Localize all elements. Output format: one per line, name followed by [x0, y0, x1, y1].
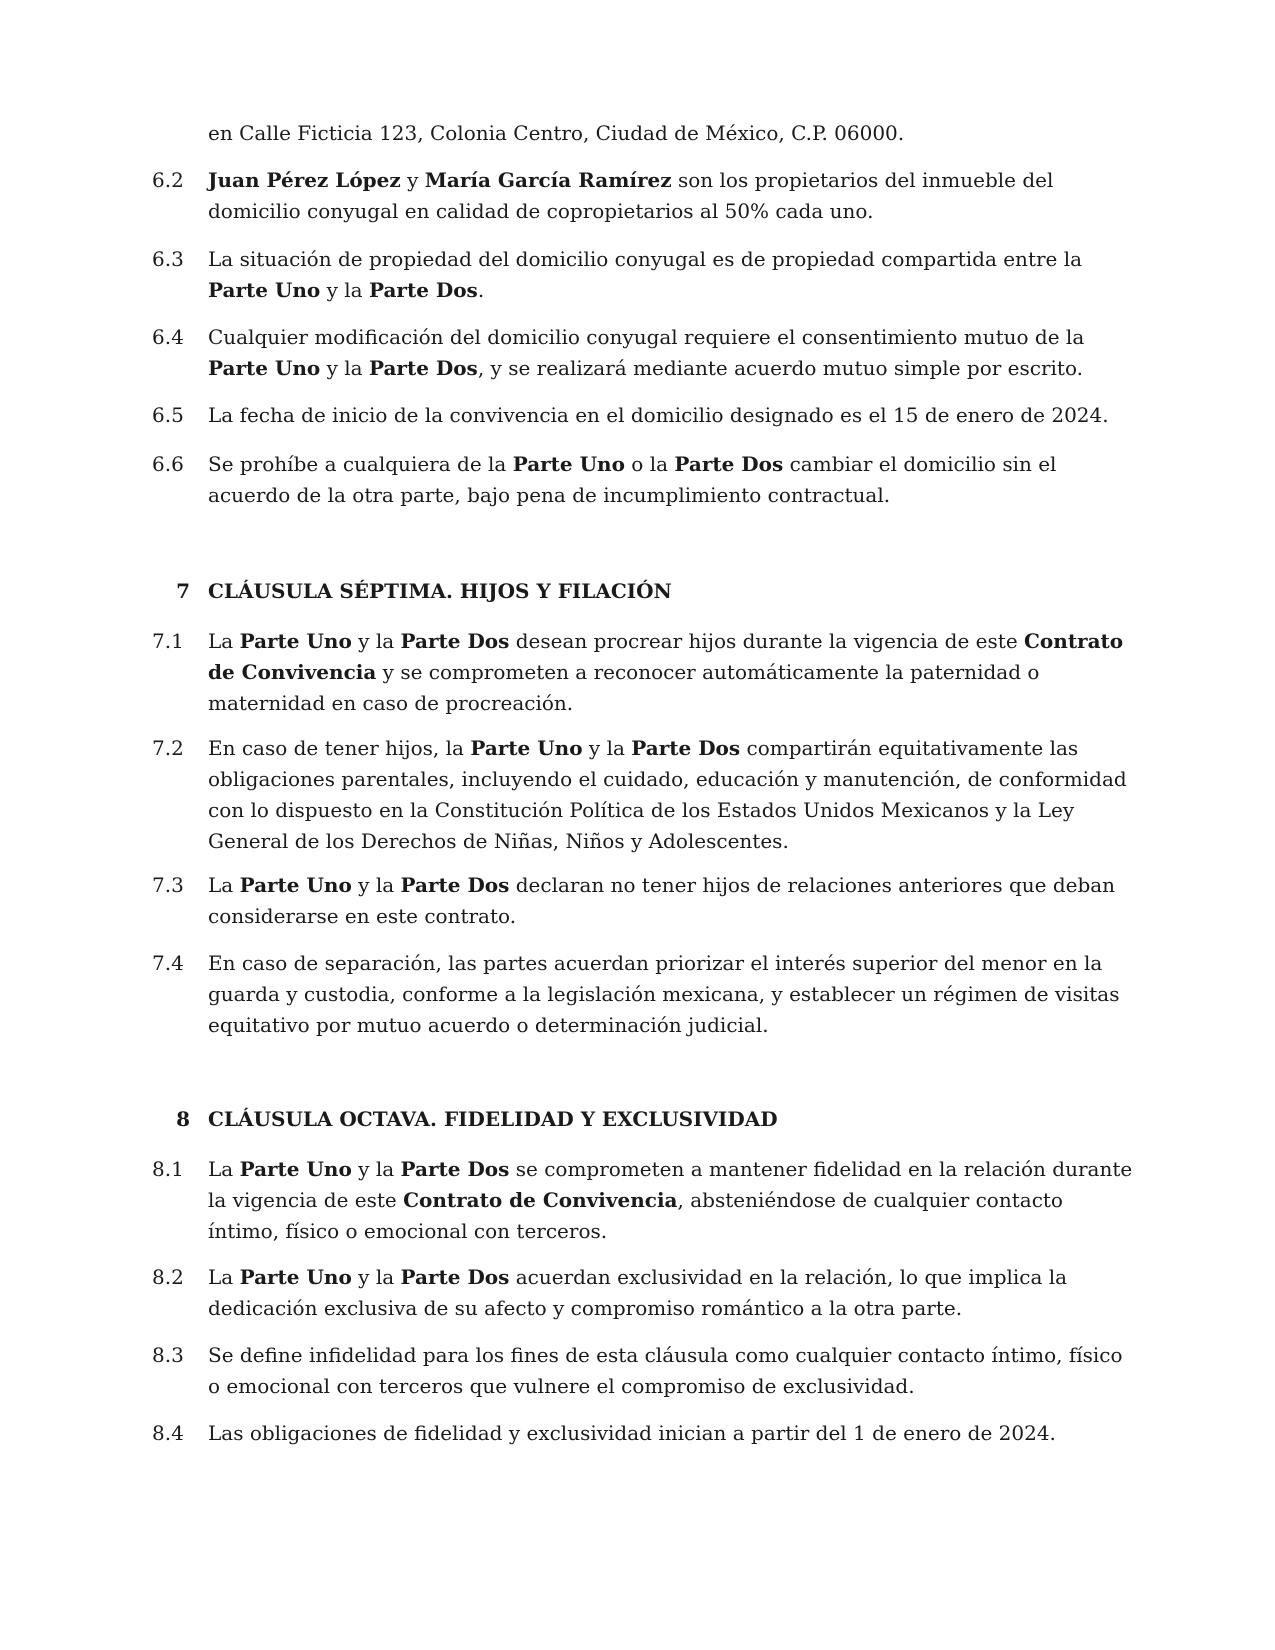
clause-number: 7.4: [152, 951, 184, 975]
bold-term: Juan Pérez López: [208, 168, 401, 192]
text-run: En caso de tener hijos, la: [208, 736, 471, 760]
text-run: y la: [351, 1265, 401, 1289]
clause-text: [208, 1262, 1133, 1324]
clause-number: 6.3: [152, 247, 184, 271]
text-run: La: [208, 873, 240, 897]
clause-number: 7.2: [152, 736, 184, 760]
text-run: y la: [320, 356, 369, 380]
bold-term: Contrato de Convivencia: [208, 629, 1124, 684]
clause-number: 8.2: [152, 1265, 184, 1289]
bold-term: Parte Uno: [512, 452, 625, 476]
section-title: CLÁUSULA SÉPTIMA. HIJOS Y FILACIÓN: [208, 579, 672, 603]
text-run: La situación de propiedad del domicilio conyugal es de propiedad compartida entre la: [208, 247, 1083, 271]
text-run: compartirán equitativamente las obligaciones parentales, incluyendo el cuidado, educación y manutención, de conformidad con lo dispuesto en la Constitución Política de los Estados Unidos Mexicanos y la Ley General de los Derechos de Niñas, Niños y Adolescentes.: [208, 736, 1127, 853]
bold-term: Parte Uno: [208, 356, 321, 380]
clause-text: [208, 244, 1133, 306]
clause-text: [208, 400, 1133, 431]
clause-number: 8.4: [152, 1421, 184, 1445]
clause-text: [208, 165, 1133, 227]
section-title: CLÁUSULA OCTAVA. FIDELIDAD Y EXCLUSIVIDAD: [208, 1107, 778, 1131]
text-run: y: [400, 168, 425, 192]
text-run: cambiar el domicilio sin el acuerdo de la otra parte, bajo pena de incumplimiento contractual.: [208, 452, 1057, 507]
clause-number: 7.3: [152, 873, 184, 897]
clause-text: [208, 1418, 1133, 1449]
text-run: se comprometen a mantener fidelidad en la relación durante la vigencia de este: [208, 1157, 1133, 1212]
text-run: desean procrear hijos durante la vigencia de este: [509, 629, 1025, 653]
text-run: En caso de separación, las partes acuerdan priorizar el interés superior del menor en la guarda y custodia, conforme a la legislación mexicana, y establecer un régimen de visitas equitativo por mutuo acuerdo o determinación judicial.: [208, 951, 1120, 1037]
text-run: La fecha de inicio de la convivencia en el domicilio designado es el 15 de enero de 2024.: [208, 403, 1109, 427]
clause-text: [208, 1154, 1133, 1247]
text-run: y la: [320, 278, 369, 302]
section-number: 7: [176, 579, 190, 603]
text-run: Cualquier modificación del domicilio conyugal requiere el consentimiento mutuo de la: [208, 325, 1085, 349]
clause-text: [208, 626, 1133, 719]
text-run: y la: [582, 736, 632, 760]
text-run: y la: [351, 629, 401, 653]
clause-number: 6.4: [152, 325, 184, 349]
clause-number: 6.5: [152, 403, 184, 427]
bold-term: Parte Uno: [239, 1265, 352, 1289]
clause-6-1-continuation: en Calle Ficticia 123, Colonia Centro, Ciudad de México, C.P. 06000.: [208, 121, 905, 145]
text-run: declaran no tener hijos de relaciones anteriores que deban considerarse en este contrato.: [208, 873, 1116, 928]
text-run: son los propietarios del inmueble del domicilio conyugal en calidad de copropietarios al 50% cada uno.: [208, 168, 1054, 223]
bold-term: Parte Dos: [400, 629, 510, 653]
text-run: Se define infidelidad para los fines de esta cláusula como cualquier contacto íntimo, físico o emocional con terceros que vulnere el compromiso de exclusividad.: [208, 1343, 1123, 1398]
bold-term: Parte Dos: [400, 873, 510, 897]
text-run: .: [477, 278, 485, 302]
bold-term: Parte Dos: [368, 356, 478, 380]
clause-text: [208, 1340, 1133, 1402]
clause-number: 7.1: [152, 629, 184, 653]
clause-text: [208, 449, 1133, 511]
clause-text: [208, 870, 1133, 932]
text-run: , y se realizará mediante acuerdo mutuo simple por escrito.: [477, 356, 1083, 380]
clause-text: [208, 733, 1133, 857]
bold-term: María García Ramírez: [424, 168, 672, 192]
section-number: 8: [176, 1107, 190, 1131]
clause-text: [208, 948, 1133, 1041]
text-run: acuerdan exclusividad en la relación, lo que implica la dedicación exclusiva de su afecto y compromiso romántico a la otra parte.: [208, 1265, 1068, 1320]
bold-term: Parte Uno: [239, 1157, 352, 1181]
text-run: Se prohíbe a cualquiera de la: [208, 452, 513, 476]
text-run: , absteniéndose de cualquier contacto íntimo, físico o emocional con terceros.: [208, 1188, 1063, 1243]
clause-number: 6.6: [152, 452, 184, 476]
text-run: y la: [351, 1157, 401, 1181]
text-run: La: [208, 629, 240, 653]
bold-term: Parte Dos: [400, 1157, 510, 1181]
bold-term: Parte Dos: [631, 736, 741, 760]
text-run: La: [208, 1157, 240, 1181]
bold-term: Parte Dos: [674, 452, 784, 476]
bold-term: Parte Uno: [470, 736, 583, 760]
bold-term: Contrato de Convivencia: [403, 1188, 678, 1212]
clause-text: [208, 322, 1133, 384]
clause-number: 8.3: [152, 1343, 184, 1367]
bold-term: Parte Uno: [239, 873, 352, 897]
clause-number: 8.1: [152, 1157, 184, 1181]
bold-term: Parte Dos: [368, 278, 478, 302]
text-run: o la: [624, 452, 675, 476]
text-run: y la: [351, 873, 401, 897]
bold-term: Parte Dos: [400, 1265, 510, 1289]
text-run: Las obligaciones de fidelidad y exclusividad inician a partir del 1 de enero de 2024.: [208, 1421, 1056, 1445]
clause-number: 6.2: [152, 168, 184, 192]
bold-term: Parte Uno: [239, 629, 352, 653]
text-run: La: [208, 1265, 240, 1289]
text-run: y se comprometen a reconocer automáticamente la paternidad o maternidad en caso de procreación.: [208, 660, 1040, 715]
bold-term: Parte Uno: [208, 278, 321, 302]
